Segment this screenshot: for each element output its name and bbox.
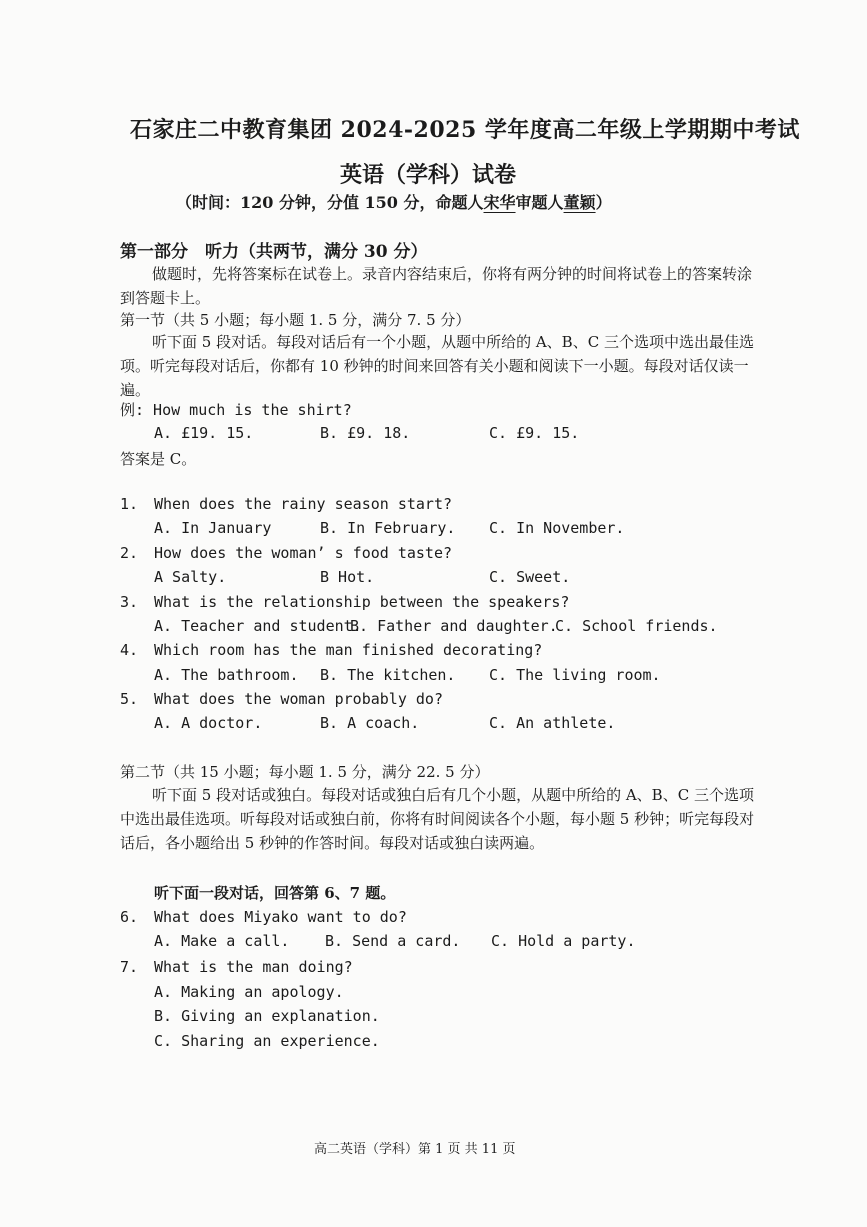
q4-option-c: C. The living room. — [489, 666, 661, 684]
q7-option-a: A. Making an apology. — [154, 983, 344, 1001]
question-4: 4. Which room has the man finished decorating? — [120, 641, 543, 659]
q1-option-a: A. In January — [154, 519, 272, 537]
q6-option-c: C. Hold a party. — [491, 932, 636, 950]
question-1: 1. When does the rainy season start? — [120, 495, 453, 513]
page-footer: 高二英语（学科）第 1 页 共 11 页 — [314, 1142, 516, 1157]
reviewer-name: 董颖 — [563, 193, 596, 212]
section2-instruction: 听下面 5 段对话或独白。每段对话或独白后有几个小题，从题中所给的 A、B、C 三个选项中选出最佳选项。听每段对话或独白前，你将有时间阅读各个小题，每小题 5 秒钟；听完每段对话后，各小题给出 5 秒钟的作答时间。每段对话或独白读两遍。 — [120, 786, 755, 852]
exam-subtitle: 英语（学科）试卷 — [340, 162, 517, 188]
q5-option-a: A. A doctor. — [154, 714, 263, 732]
q7-option-c: C. Sharing an experience. — [154, 1032, 380, 1050]
question-3: 3. What is the relationship between the speakers? — [120, 593, 570, 611]
group-heading: 听下面一段对话，回答第 6、7 题。 — [154, 884, 396, 902]
q4-option-b: B. The kitchen. — [320, 666, 456, 684]
q6-option-b: B. Send a card. — [325, 932, 461, 950]
example-option-a: A. £19. 15. — [154, 424, 254, 442]
reviewer-label: 审题人 — [515, 193, 564, 212]
example-option-c: C. £9. 15. — [489, 424, 580, 442]
q2-option-a: A Salty. — [154, 568, 227, 586]
example-question: 例: How much is the shirt? — [120, 401, 352, 419]
part1-heading: 第一部分 听力（共两节，满分 30 分） — [120, 242, 428, 262]
q2-option-b: B Hot. — [320, 568, 375, 586]
q4-option-a: A. The bathroom. — [154, 666, 299, 684]
author-name: 宋华 — [483, 193, 516, 212]
section1-instruction: 听下面 5 段对话。每段对话后有一个小题，从题中所给的 A、B、C 三个选项中选出最佳选项。听完每段对话后，你都有 10 秒钟的时间来回答有关小题和阅读下一小题。每段对话仅读一遍。 — [120, 333, 754, 399]
q2-option-c: C. Sweet. — [489, 568, 571, 586]
exam-meta — [176, 190, 612, 213]
question-2: 2. How does the woman’ s food taste? — [120, 544, 453, 562]
example-option-b: B. £9. 18. — [320, 424, 411, 442]
part1-instruction: 做题时，先将答案标在试卷上。录音内容结束后，你将有两分钟的时间将试卷上的答案转涂到答题卡上。 — [120, 265, 753, 307]
example-answer: 答案是 C。 — [120, 450, 197, 468]
q3-option-c: C. School friends. — [555, 617, 718, 635]
q3-option-b: B. Father and daughter. — [350, 617, 558, 635]
q1-option-c: C. In November. — [489, 519, 625, 537]
question-7: 7. What is the man doing? — [120, 958, 353, 976]
section2-heading: 第二节（共 15 小题；每小题 1. 5 分，满分 22. 5 分） — [120, 763, 490, 781]
question-5: 5. What does the woman probably do? — [120, 690, 443, 708]
meta-suffix: ） — [595, 193, 612, 212]
exam-title: 石家庄二中教育集团 2024-2025 学年度高二年级上学期期中考试 — [130, 117, 800, 143]
q7-option-b: B. Giving an explanation. — [154, 1007, 380, 1025]
meta-prefix: （时间：120 分钟，分值 150 分，命题人 — [176, 193, 484, 212]
section1-heading: 第一节（共 5 小题；每小题 1. 5 分，满分 7. 5 分） — [120, 311, 471, 329]
question-6: 6. What does Miyako want to do? — [120, 908, 407, 926]
q6-option-a: A. Make a call. — [154, 932, 290, 950]
q5-option-b: B. A coach. — [320, 714, 420, 732]
q3-option-a: A. Teacher and student. — [154, 617, 362, 635]
q1-option-b: B. In February. — [320, 519, 456, 537]
q5-option-c: C. An athlete. — [489, 714, 616, 732]
